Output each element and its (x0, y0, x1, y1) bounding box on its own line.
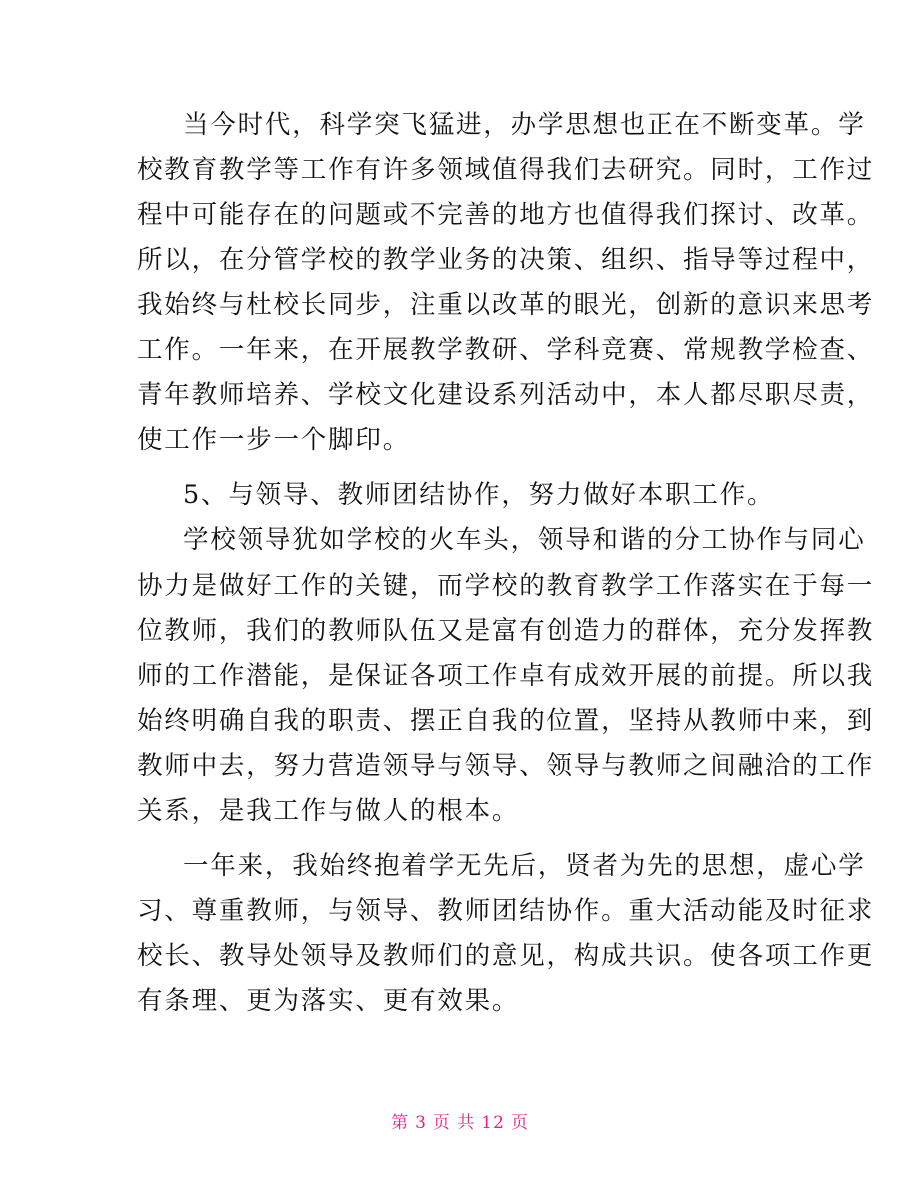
footer-total-pages: 12 (481, 1113, 505, 1133)
section-heading-5: 5、与领导、教师团结协作，努力做好本职工作。 (183, 480, 775, 510)
paragraph-3-line-2: 协力是做好工作的关键，而学校的教育教学工作落实在于每一 (137, 571, 875, 601)
paragraph-1-line-6: 工作。一年来，在开展教学教研、学科竞赛、常规教学检查、 (137, 335, 875, 365)
paragraph-1-line-5: 我始终与杜校长同步，注重以改革的眼光，创新的意识来思考 (137, 290, 875, 320)
paragraph-1-line-8: 使工作一步一个脚印。 (137, 425, 411, 455)
paragraph-3-line-5: 始终明确自我的职责、摆正自我的位置，坚持从教师中来，到 (137, 706, 875, 736)
footer-prefix: 第 (391, 1113, 410, 1133)
paragraph-3-line-7: 关系，是我工作与做人的根本。 (137, 796, 520, 826)
paragraph-1-line-3: 程中可能存在的问题或不完善的地方也值得我们探讨、改革。 (137, 200, 875, 230)
paragraph-1-line-7: 青年教师培养、学校文化建设系列活动中，本人都尽职尽责， (137, 380, 875, 410)
paragraph-3-line-1: 学校领导犹如学校的火车头，领导和谐的分工协作与同心 (183, 525, 866, 555)
paragraph-3-line-4: 师的工作潜能，是保证各项工作卓有成效开展的前提。所以我 (137, 661, 875, 691)
paragraph-4-line-2: 习、尊重教师，与领导、教师团结协作。重大活动能及时征求 (137, 896, 875, 926)
footer-middle: 页 共 (432, 1113, 476, 1133)
paragraph-1-line-2: 校教育教学等工作有许多领域值得我们去研究。同时，工作过 (137, 155, 875, 185)
paragraph-3-line-6: 教师中去，努力营造领导与领导、领导与教师之间融洽的工作 (137, 751, 875, 781)
footer-current-page: 3 (415, 1113, 427, 1133)
paragraph-4-line-3: 校长、教导处领导及教师们的意见，构成共识。使各项工作更 (137, 941, 875, 971)
footer-suffix: 页 (510, 1113, 529, 1133)
page-footer (0, 1112, 920, 1134)
paragraph-1-line-1: 当今时代，科学突飞猛进，办学思想也正在不断变革。学 (183, 110, 866, 140)
paragraph-1-line-4: 所以，在分管学校的教学业务的决策、组织、指导等过程中， (137, 245, 875, 275)
paragraph-4-line-1: 一年来，我始终抱着学无先后，贤者为先的思想，虚心学 (183, 851, 866, 881)
paragraph-4-line-4: 有条理、更为落实、更有效果。 (137, 986, 520, 1016)
paragraph-3-line-3: 位教师，我们的教师队伍又是富有创造力的群体，充分发挥教 (137, 616, 875, 646)
